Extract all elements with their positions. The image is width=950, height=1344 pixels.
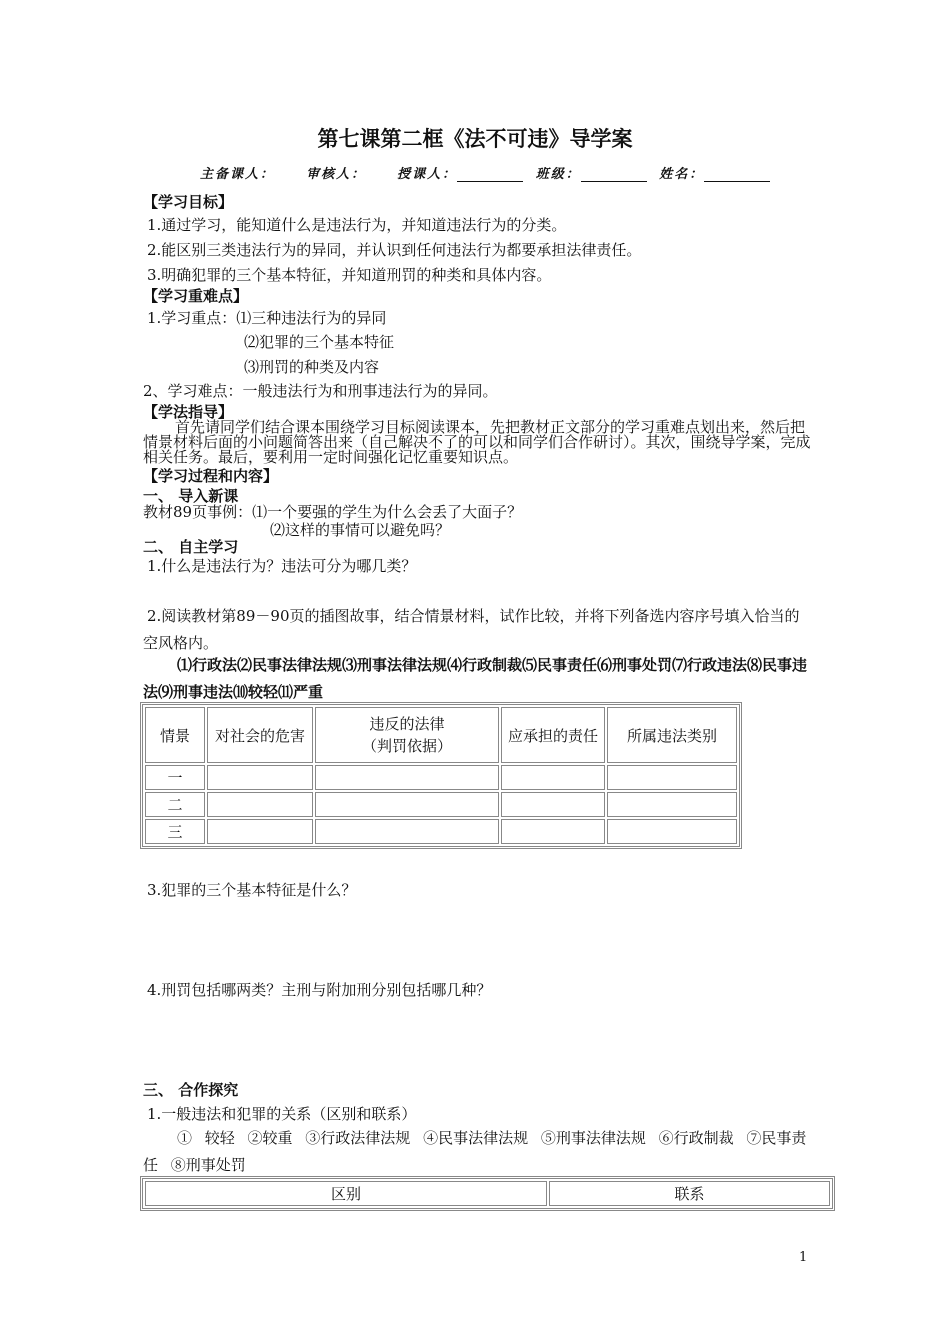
section-3-heading: 三、 合作探究	[143, 1081, 239, 1099]
question-4: 4.刑罚包括哪两类？主刑与附加刑分别包括哪几种？	[147, 981, 492, 999]
answer-cell[interactable]	[207, 765, 313, 790]
section-2-heading: 二、 自主学习	[143, 538, 239, 556]
row-label: 三	[145, 819, 205, 844]
answer-cell[interactable]	[607, 765, 737, 790]
answer-cell[interactable]	[607, 819, 737, 844]
intro-line-1: 教材89页事例：⑴一个要强的学生为什么会丢了大面子？	[143, 503, 523, 521]
answer-cell[interactable]	[207, 792, 313, 817]
method-heading: 【学法指导】	[143, 403, 234, 421]
page-number: 1	[799, 1250, 808, 1265]
answer-cell[interactable]	[207, 819, 313, 844]
question-3: 3.犯罪的三个基本特征是什么？	[147, 881, 357, 899]
header-cell: 应承担的责任	[501, 707, 605, 763]
table-header-row	[145, 707, 737, 763]
answer-cell[interactable]	[501, 819, 605, 844]
method-text: 首先请同学们结合课本围绕学习目标阅读课本，先把教材正文部分的学习重难点划出来，然后把情景材料后面的小问题简答出来（自己解决不了的可以和同学们合作研讨）。其次，围绕导学案，完成相关任务。最后，要利用一定时间强化记忆重要知识点。	[143, 418, 811, 466]
goals-heading: 【学习目标】	[143, 193, 234, 211]
header-cell	[315, 707, 499, 763]
teach-label: 授课人：	[397, 167, 458, 182]
question-2: 2.阅读教材第89－90页的插图故事，结合情景材料，试作比较，并将下列备选内容序号填入恰当的空风格内。	[143, 607, 800, 652]
table-row	[145, 819, 737, 844]
table-row	[145, 765, 737, 790]
table-header-row	[145, 1181, 830, 1206]
answer-cell[interactable]	[607, 792, 737, 817]
process-heading: 【学习过程和内容】	[143, 467, 279, 485]
prep-label: 主备课人：	[200, 167, 276, 182]
header-cell: 区别	[145, 1181, 547, 1206]
question-1: 1.什么是违法行为？违法可分为哪几类？	[147, 557, 417, 575]
page-title: 第七课第二框《法不可违》导学案	[317, 126, 633, 151]
focus-item: ⑶刑罚的种类及内容	[244, 358, 380, 376]
keypoints-heading: 【学习重难点】	[143, 287, 249, 305]
review-label: 审核人：	[306, 167, 367, 182]
answer-cell[interactable]	[501, 792, 605, 817]
answer-cell[interactable]	[315, 819, 499, 844]
focus-item: ⑵犯罪的三个基本特征	[244, 333, 395, 351]
name-label: 姓名：	[659, 167, 705, 182]
header-line: 违反的法律	[369, 715, 445, 733]
goal-item: 3.明确犯罪的三个基本特征，并知道刑罚的种类和具体内容。	[147, 266, 552, 284]
section-1-heading: 一、 导入新课	[143, 487, 239, 505]
row-label: 二	[145, 792, 205, 817]
focus-item: 1.学习重点：⑴三种违法行为的异同	[147, 309, 387, 327]
answer-cell[interactable]	[501, 765, 605, 790]
header-cell: 所属违法类别	[607, 707, 737, 763]
options-list: ⑴行政法⑵民事法律法规⑶刑事法律法规⑷行政制裁⑸民事责任⑹刑事处罚⑺行政违法⑻民事违法⑼刑事违法⑽较轻⑾严重	[143, 656, 808, 701]
goal-item: 1.通过学习，能知道什么是违法行为，并知道违法行为的分类。	[147, 216, 567, 234]
table-row	[145, 792, 737, 817]
row-label: 一	[145, 765, 205, 790]
comparison-table	[140, 702, 742, 849]
header-cell: 情景	[145, 707, 205, 763]
name-blank	[704, 168, 770, 182]
cooperate-options: ① 较轻 ②较重 ③行政法律法规 ④民事法律法规 ⑤刑事法律法规 ⑥行政制裁 ⑦民事责任 ⑧刑事处罚	[143, 1129, 807, 1174]
header-cell: 联系	[549, 1181, 830, 1206]
class-label: 班级：	[535, 167, 581, 182]
meta-line	[200, 163, 776, 182]
cooperate-question: 1.一般违法和犯罪的关系（区别和联系）	[147, 1105, 417, 1123]
teach-blank	[457, 168, 523, 182]
relation-table	[140, 1176, 835, 1211]
header-line: （判罚依据）	[361, 737, 452, 755]
goal-item: 2.能区别三类违法行为的异同，并认识到任何违法行为都要承担法律责任。	[147, 241, 642, 259]
header-cell: 对社会的危害	[207, 707, 313, 763]
answer-cell[interactable]	[315, 765, 499, 790]
intro-line-2: ⑵这样的事情可以避免吗？	[270, 521, 451, 539]
difficulty-item: 2、学习难点：一般违法行为和刑事违法行为的异同。	[143, 382, 498, 400]
class-blank	[581, 168, 647, 182]
answer-cell[interactable]	[315, 792, 499, 817]
